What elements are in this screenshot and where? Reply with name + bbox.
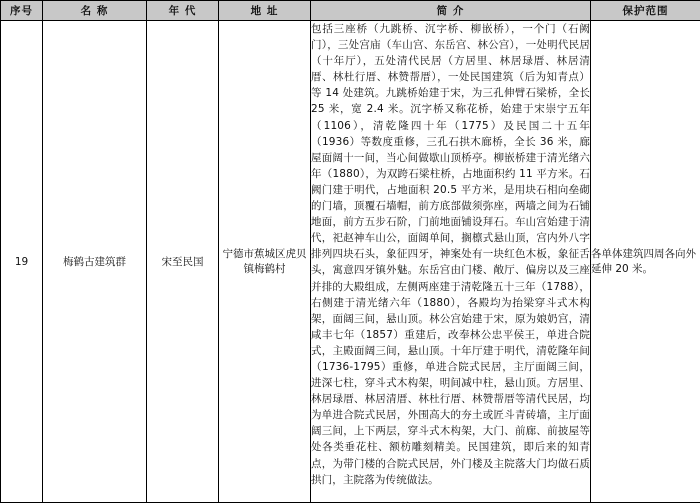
table-row xyxy=(1,21,700,503)
header-era: 年 代 xyxy=(147,1,219,21)
header-seq: 序号 xyxy=(1,1,43,21)
cell-intro: 包括三座桥（九跳桥、沉字桥、柳嵌桥），一个门（石阙门），三处宫庙（车山宫、东岳宫、林公宫），一处明代民居（十年厅），五处清代民居（方居里、林居琭厝、林居清厝、林杜行厝、林赞帮厝），一处民国建筑（后为知青点）等 14 处建筑。九跳桥始建于宋，为三孔伸臂石梁桥，全长 25 米，宽 2.4 米。沉字桥又称花桥，始建于宋崇宁五年（1106），清乾隆四十年（1775）及民国二十五年（1936）等数度重修，三孔石拱木廊桥，全长 36 米，廊屋面阔十一间，当心间做歇山顶桥亭。柳嵌桥建于清光绪六年（1880），为双跨石梁柱桥，占地面积约 11 平方米。石阙门建于明代，占地面积 20.5 平方米，是用块石相向垒砌的门墙，顶覆石墙帽，前方底部做须弥座，两墙之间为石铺地面，前方五步石阶，门前地面铺设拜石。车山宫始建于清代，祀赵神车山公，面阔单间，搁檩式悬山顶，宫内外八字排列四块石头，象征四牙，神案处有一块红色木板，象征舌头，寓意四牙镇外魅。东岳宫由门楼、敞厅、偏房以及三座并排的大殿组成，左侧两座建于清乾隆五十三年（1788），右侧建于清光绪六年（1880），各殿均为抬梁穿斗式木构架，面阔三间，悬山顶。林公宫始建于宋，原为娘奶宫，清咸丰七年（1857）重建后，改奉林公忠平侯王，单进合院式，主殿面阔三间，悬山顶。十年厅建于明代，清乾隆年间（1736-1795）重修，单进合院式民居，主厅面阔三间，进深七柱，穿斗式木构架，明间减中柱，悬山顶。方居里、林居琭厝、林居清厝、林杜行厝、林赞帮厝等清代民居，均为单进合院式民居，外围高大的夯土或匠斗青砖墙，主厅面阔三间，上下两层，穿斗式木构架，大门、前廊、前披屋等处各类垂花柱、额枋雕刻精美。民国建筑，即后来的知青点，为带门楼的合院式民居，外门楼及主院落大门均做石质拱门，主院落为传统做法。 xyxy=(311,21,591,503)
header-address: 地 址 xyxy=(219,1,311,21)
cell-name: 梅鹤古建筑群 xyxy=(43,21,147,503)
cell-address: 宁德市蕉城区虎贝镇梅鹤村 xyxy=(219,21,311,503)
header-intro: 简 介 xyxy=(311,1,591,21)
cell-era: 宋至民国 xyxy=(147,21,219,503)
header-row xyxy=(1,1,700,21)
cell-scope: 各单体建筑四周各向外延伸 20 米。 xyxy=(591,21,700,503)
header-name: 名 称 xyxy=(43,1,147,21)
cell-seq: 19 xyxy=(1,21,43,503)
header-scope: 保护范围 xyxy=(591,1,700,21)
